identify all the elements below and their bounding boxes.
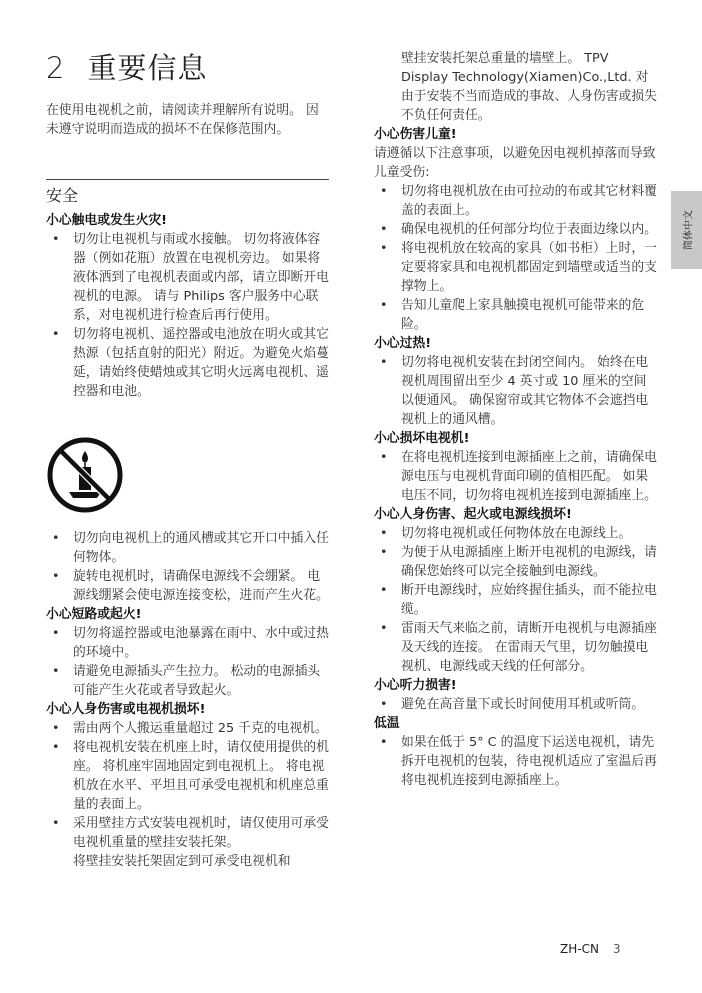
children-list xyxy=(374,182,658,334)
list-item: • 切勿向电视机上的通风槽或其它开口中插入任何物体。 xyxy=(52,531,329,565)
list-item: • 在将电视机连接到电源插座上之前，请确保电源电压与电视机背面印刷的值相匹配。 如果电压不同，切勿将电视机连接到电源插座上。 xyxy=(380,450,657,503)
language-side-tab xyxy=(671,191,702,269)
list-item: • 请避免电源插头产生拉力。 松动的电源插头可能产生火花或者导致起火。 xyxy=(52,664,321,698)
list-item: • 确保电视机的任何部分均位于表面边缘以内。 xyxy=(380,222,657,237)
shock-section xyxy=(46,211,329,401)
injury-continued: 将壁挂安装托架固定到可承受电视机和 xyxy=(73,854,291,869)
right-column xyxy=(374,49,658,790)
damage-heading: 小心损坏电视机! xyxy=(374,431,470,446)
left-continued xyxy=(46,529,329,871)
children-heading: 小心伤害儿童! xyxy=(374,127,457,142)
overheat-list xyxy=(374,353,658,429)
overheat-heading: 小心过热! xyxy=(374,336,432,351)
list-item: • 旋转电视机时，请确保电源线不会绷紧。 电源线绷紧会使电源连接变松，进而产生火花。 xyxy=(52,569,329,603)
footer-language: ZH-CN xyxy=(560,942,599,956)
cold-list xyxy=(374,733,658,790)
list-item: • 告知儿童爬上家具触摸电视机可能带来的危险。 xyxy=(380,298,645,332)
list-item: • 如果在低于 5° C 的温度下运送电视机，请先拆开电视机的包装，待电视机适应了室温后再将电视机连接到电源插座上。 xyxy=(380,735,657,788)
shock-list-2 xyxy=(46,529,329,605)
list-item: • 切勿将电视机放在由可拉动的布或其它材料覆盖的表面上。 xyxy=(380,184,657,218)
hearing-list xyxy=(374,695,658,714)
list-item: • 采用壁挂方式安装电视机时，请仅使用可承受电视机重量的壁挂安装托架。 xyxy=(52,816,329,850)
page-number: 3 xyxy=(612,942,621,956)
cold-heading: 低温 xyxy=(374,716,400,731)
list-item: • 切勿将电视机或任何物体放在电源线上。 xyxy=(380,526,632,541)
wall-mount-continued: 壁挂安装托架总重量的墙壁上。 TPV Display Technology(Xiamen)Co.,Ltd. 对由于安装不当而造成的事故、人身伤害或损失不负任何责任。 xyxy=(401,51,657,123)
list-item: • 为便于从电源插座上断开电视机的电源线，请确保您始终可以完全接触到电源线。 xyxy=(380,545,657,579)
list-item: • 雷雨天气来临之前，请断开电视机与电源插座及天线的连接。 在雷雨天气里，切勿触摸电视机、电源线或天线的任何部分。 xyxy=(380,621,657,674)
list-item: • 切勿将遥控器或电池暴露在雨中、水中或过热的环境中。 xyxy=(52,626,329,660)
section-divider xyxy=(46,179,329,180)
list-item: • 将电视机安装在机座上时，请仅使用提供的机座。 将机座牢固地固定到电视机上。 将电视机放在水平、平坦且可承受电视机和机座总重量的表面上。 xyxy=(52,740,329,812)
list-item: • 切勿将电视机、遥控器或电池放在明火或其它热源（包括直射的阳光）附近。为避免火焰蔓延，请始终使蜡烛或其它明火远离电视机、遥控器和电池。 xyxy=(52,327,329,399)
chapter-heading xyxy=(46,46,207,87)
injury-heading: 小心人身伤害或电视机损坏! xyxy=(46,702,206,717)
hearing-heading: 小心听力损害! xyxy=(374,678,457,693)
shock-heading: 小心触电或发生火灾! xyxy=(46,213,168,228)
section-title: 安全 xyxy=(46,186,79,205)
chapter-title: 重要信息 xyxy=(87,51,208,85)
no-candle-icon xyxy=(46,436,124,514)
page-footer xyxy=(560,942,621,956)
short-heading: 小心短路或起火! xyxy=(46,607,142,622)
chapter-number: 2 xyxy=(46,51,66,85)
damage-list xyxy=(374,448,658,505)
list-item: • 需由两个人搬运重量超过 25 千克的电视机。 xyxy=(52,721,328,736)
intro-paragraph: 在使用电视机之前，请阅读并理解所有说明。 因未遵守说明而造成的损坏不在保修范围内。 xyxy=(46,103,319,137)
list-item: • 断开电源线时，应始终握住插头，而不能拉电缆。 xyxy=(380,583,657,617)
children-intro: 请遵循以下注意事项，以避免因电视机掉落而导致儿童受伤: xyxy=(374,146,656,180)
injury2-heading: 小心人身伤害、起火或电源线损坏! xyxy=(374,507,572,522)
list-item: • 将电视机放在较高的家具（如书柜）上时，一定要将家具和电视机都固定到墙壁或适当的支撑物上。 xyxy=(380,241,657,294)
injury-list xyxy=(46,719,329,852)
language-side-tab-label: 简体中文 xyxy=(683,210,694,250)
short-list xyxy=(46,624,329,700)
shock-list xyxy=(46,230,329,401)
list-item: • 避免在高音量下或长时间使用耳机或听筒。 xyxy=(380,697,645,712)
injury2-list xyxy=(374,524,658,676)
list-item: • 切勿让电视机与雨或水接触。 切勿将液体容器（例如花瓶）放置在电视机旁边。 如果将液体洒到了电视机表面或内部，请立即断开电视机的电源。 请与 Philips 客户服务中心联系，对电视机进行检查后再行使用。 xyxy=(52,232,329,323)
list-item: • 切勿将电视机安装在封闭空间内。 始终在电视机周围留出至少 4 英寸或 10 厘米的空间以便通风。 确保窗帘或其它物体不会遮挡电视机上的通风槽。 xyxy=(380,355,649,427)
